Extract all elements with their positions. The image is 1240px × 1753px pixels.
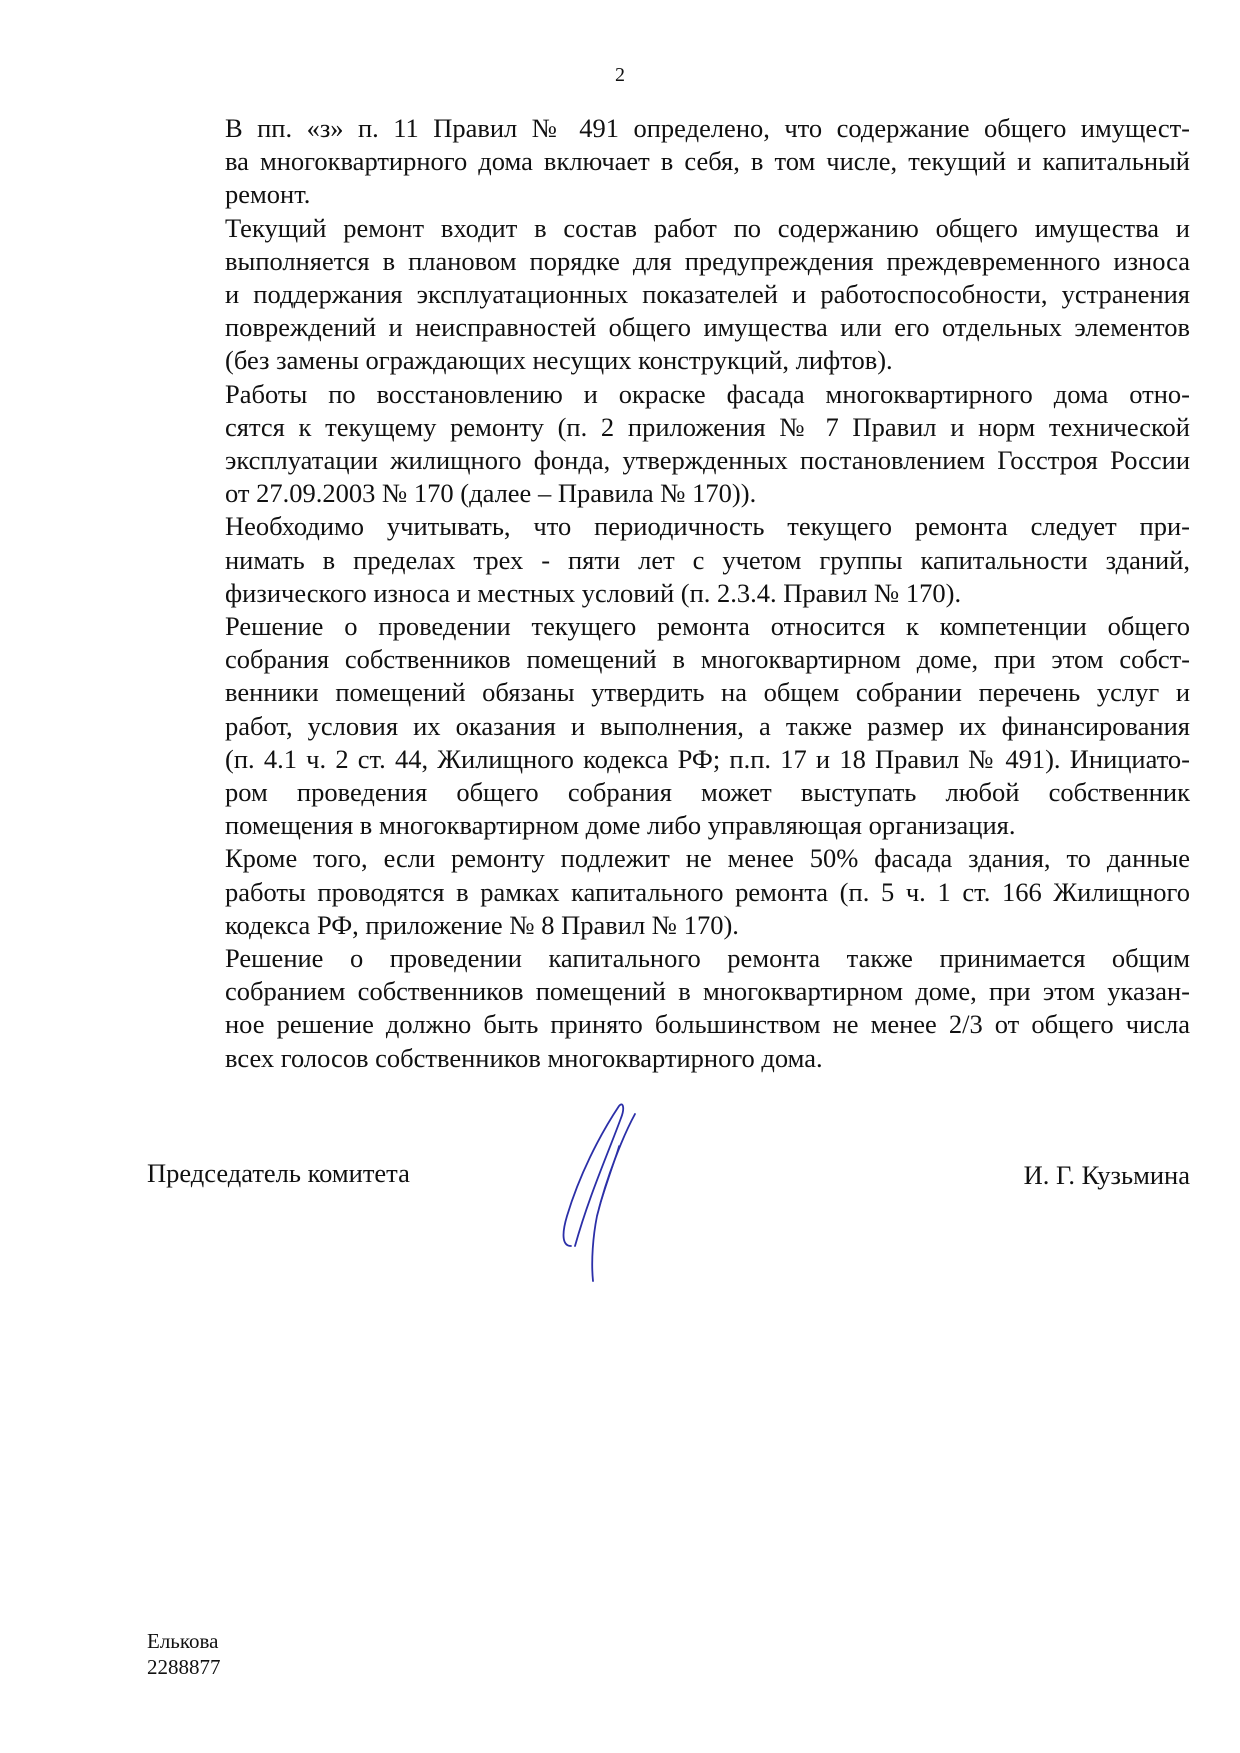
text-line: сятся к текущему ремонту (п. 2 приложения № 7 Правил и норм технической (225, 411, 1190, 442)
paragraph (147, 510, 1190, 610)
text-line: эксплуатации жилищного фонда, утвержденных постановлением Госстроя России (225, 445, 1190, 476)
text-line: физического износа и местных условий (п. 2.3.4. Правил № 170). (225, 577, 962, 608)
paragraph (147, 378, 1190, 511)
text-line: помещения в многоквартирном доме либо управляющая организация. (225, 810, 1016, 841)
text-line: работы проводятся в рамках капитального ремонта (п. 5 ч. 1 ст. 166 Жилищного (225, 876, 1190, 907)
signature-block (147, 1158, 1190, 1198)
handwritten-signature-icon (527, 1096, 657, 1296)
text-line: всех голосов собственников многоквартирного дома. (225, 1042, 823, 1073)
paragraph (147, 942, 1190, 1075)
text-line: ва многоквартирного дома включает в себя, в том числе, текущий и капитальный (225, 146, 1190, 177)
text-line: повреждений и неисправностей общего имущества или его отдельных элементов (225, 312, 1190, 343)
text-line: работ, условия их оказания и выполнения, а также размер их финансирования (225, 710, 1190, 741)
text-line: и поддержания эксплуатационных показателей и работоспособности, устранения (225, 279, 1190, 310)
text-line: выполняется в плановом порядке для предупреждения преждевременного износа (225, 245, 1190, 276)
paragraph (147, 212, 1190, 378)
paragraph (147, 610, 1190, 842)
text-line: собрания собственников помещений в многоквартирном доме, при этом собст- (225, 644, 1190, 675)
paragraph (147, 112, 1190, 212)
text-line: Работы по восстановлению и окраске фасада многоквартирного дома отно- (225, 378, 1190, 409)
letter-body (147, 112, 1190, 1075)
executor-name: Елькова (147, 1629, 219, 1653)
text-line: собранием собственников помещений в многоквартирном доме, при этом указан- (225, 976, 1190, 1007)
paragraph (147, 842, 1190, 942)
text-line: нимать в пределах трех - пяти лет с учетом группы капитальности зданий, (225, 544, 1190, 575)
executor-phone: 2288877 (147, 1655, 221, 1679)
text-line: (без замены ограждающих несущих конструкций, лифтов). (225, 345, 893, 376)
signer-title: Председатель комитета (147, 1158, 410, 1188)
text-line: кодекса РФ, приложение № 8 Правил № 170). (225, 909, 739, 940)
text-line: венники помещений обязаны утвердить на общем собрании перечень услуг и (225, 677, 1190, 708)
text-line: Решение о проведении текущего ремонта относится к компетенции общего (225, 611, 1190, 642)
text-line: Текущий ремонт входит в состав работ по содержанию общего имущества и (225, 212, 1190, 243)
text-line: (п. 4.1 ч. 2 ст. 44, Жилищного кодекса РФ; п.п. 17 и 18 Правил № 491). Инициато- (225, 743, 1190, 774)
executor-info (147, 1628, 221, 1680)
text-line: ное решение должно быть принято большинством не менее 2/3 от общего числа (225, 1009, 1190, 1040)
page-number: 2 (615, 64, 625, 86)
text-line: ром проведения общего собрания может выступать любой собственник (225, 777, 1190, 808)
signer-name: И. Г. Кузьмина (1023, 1160, 1190, 1190)
text-line: Необходимо учитывать, что периодичность текущего ремонта следует при- (225, 511, 1190, 542)
text-line: от 27.09.2003 № 170 (далее – Правила № 170)). (225, 478, 757, 509)
text-line: Решение о проведении капитального ремонта также принимается общим (225, 943, 1190, 974)
text-line: В пп. «з» п. 11 Правил № 491 определено, что содержание общего имущест- (225, 113, 1190, 143)
text-line: Кроме того, если ремонту подлежит не менее 50% фасада здания, то данные (225, 843, 1190, 874)
text-line: ремонт. (225, 179, 311, 210)
